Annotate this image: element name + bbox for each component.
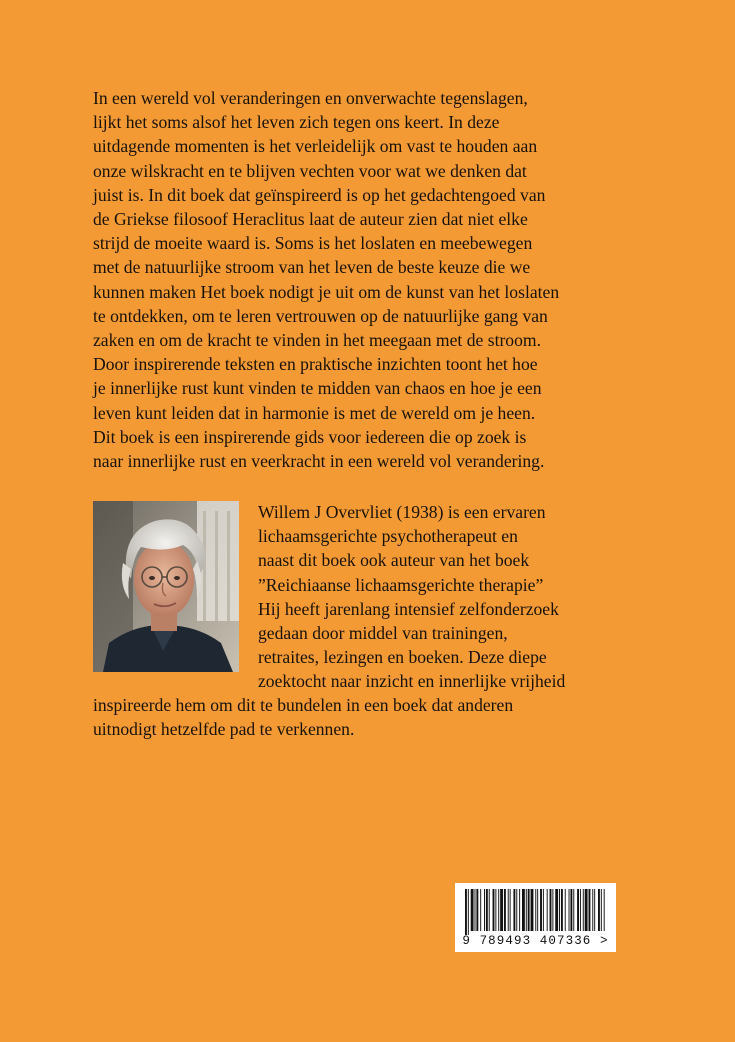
barcode-bar (489, 889, 490, 931)
barcode-bar (585, 889, 588, 931)
blurb-line: je innerlijke rust kunt vinden te midden van chaos en hoe je een (93, 378, 542, 399)
barcode-bar (583, 889, 584, 931)
barcode-bar (465, 889, 467, 935)
author-bio-line: ”Reichiaanse lichaamsgerichte therapie” (258, 574, 544, 595)
barcode-bar (561, 889, 563, 931)
blurb-line: strijd de moeite waard is. Soms is het loslaten en meebewegen (93, 233, 533, 254)
blurb-line: Door inspirerende teksten en praktische inzichten toont het hoe (93, 354, 538, 375)
barcode-bar (547, 889, 548, 931)
blurb-line: leven kunt leiden dat in harmonie is met de wereld om je heen. (93, 402, 536, 423)
barcode-bar (543, 889, 544, 931)
barcode-bar (510, 889, 511, 931)
barcode-bar (484, 889, 485, 931)
blurb-line: onze wilskracht en te blijven vechten voor wat we denken dat (93, 160, 527, 181)
barcode-bar (535, 889, 536, 931)
blurb-line: lijkt het soms alsof het leven zich tegen ons keert. In deze (93, 112, 500, 133)
blurb-line: Dit boek is een inspirerende gids voor iedereen die op zoek is (93, 426, 527, 447)
barcode-bar (555, 889, 558, 931)
barcode-bar (601, 889, 602, 931)
blurb-line: kunnen maken Het boek nodigt je uit om de kunst van het loslaten (93, 281, 560, 302)
author-bio-line: uitnodigt hetzelfde pad te verkennen. (93, 719, 355, 740)
barcode-bar (540, 889, 542, 931)
blurb-line: naar innerlijke rust en veerkracht in een wereld vol verandering. (93, 451, 545, 472)
blurb-line: In een wereld vol veranderingen en onverwachte tegenslagen, (93, 88, 528, 108)
blurb-line: te ontdekken, om te leren vertrouwen op de natuurlijke gang van (93, 305, 548, 326)
back-cover-blurb (93, 86, 653, 473)
blurb-line: uitdagende momenten is het verleidelijk om vast te houden aan (93, 136, 538, 157)
blurb-line: met de natuurlijke stroom van het leven de beste keuze die we (93, 257, 531, 278)
author-bio-line: retraites, lezingen en boeken. Deze diepe (258, 647, 547, 668)
barcode-bar (528, 889, 530, 931)
barcode-bar (604, 889, 605, 931)
barcode-bar (531, 889, 534, 931)
barcode-bar (498, 889, 499, 931)
isbn-barcode (455, 883, 616, 952)
author-portrait-photo (93, 501, 239, 672)
barcode-bar (569, 889, 570, 931)
barcode-bar (519, 889, 520, 931)
author-bio-line: lichaamsgerichte psychotherapeut en (258, 526, 518, 547)
author-bio-line: inspireerde hem om dit te bundelen in een boek dat anderen (93, 695, 514, 716)
barcode-bar (486, 889, 488, 931)
barcode-bar (559, 889, 560, 931)
barcode-bar (504, 889, 506, 931)
barcode-bar (526, 889, 527, 931)
author-bio-beside-photo (258, 500, 559, 669)
author-portrait-icon (93, 501, 239, 672)
author-bio-line: zoektocht naar inzicht en innerlijke vrijheid (258, 671, 566, 691)
barcode-bar (493, 889, 495, 931)
barcode-bar (508, 889, 509, 931)
barcode-bar (577, 889, 579, 931)
isbn-number: 9 789493 407336 > (462, 934, 609, 948)
barcode-bar (565, 889, 566, 931)
blurb-line: zaken en om de kracht te vinden in het meegaan met de stroom. (93, 330, 541, 351)
barcode-bar (594, 889, 595, 931)
barcode-bar (495, 889, 496, 931)
barcode-bar (598, 889, 600, 931)
blurb-line: juist is. In dit boek dat geïnspireerd is op het gedachtengoed van (93, 184, 546, 205)
barcode-bar (570, 889, 572, 931)
author-bio-line: gedaan door middel van trainingen, (258, 623, 508, 644)
author-bio-line: naast dit boek ook auteur van het boek (258, 550, 530, 571)
author-bio-line: Hij heeft jarenlang intensief zelfonderzoek (258, 598, 559, 619)
author-bio-line: Willem J Overvliet (1938) is een ervaren (258, 502, 546, 522)
barcode-bar (537, 889, 538, 931)
barcode-bar (580, 889, 581, 931)
barcode-bar (550, 889, 552, 931)
barcode-bar (468, 889, 469, 935)
barcode-bar (471, 889, 474, 931)
barcode-bar (475, 889, 476, 931)
barcode-bar (589, 889, 591, 931)
barcode-bar (516, 889, 517, 931)
barcode-bar (480, 889, 481, 931)
barcode-bar (522, 889, 525, 931)
barcode-bar (552, 889, 553, 931)
barcode-bar (500, 889, 503, 931)
author-bio-below-photo (93, 669, 565, 742)
barcode-bar (592, 889, 593, 931)
barcode-bar (573, 889, 574, 931)
isbn-barcode-icon (455, 883, 616, 935)
barcode-bar (513, 889, 515, 931)
blurb-line: de Griekse filosoof Heraclitus laat de auteur zien dat niet elke (93, 209, 528, 230)
barcode-bar (476, 889, 478, 931)
